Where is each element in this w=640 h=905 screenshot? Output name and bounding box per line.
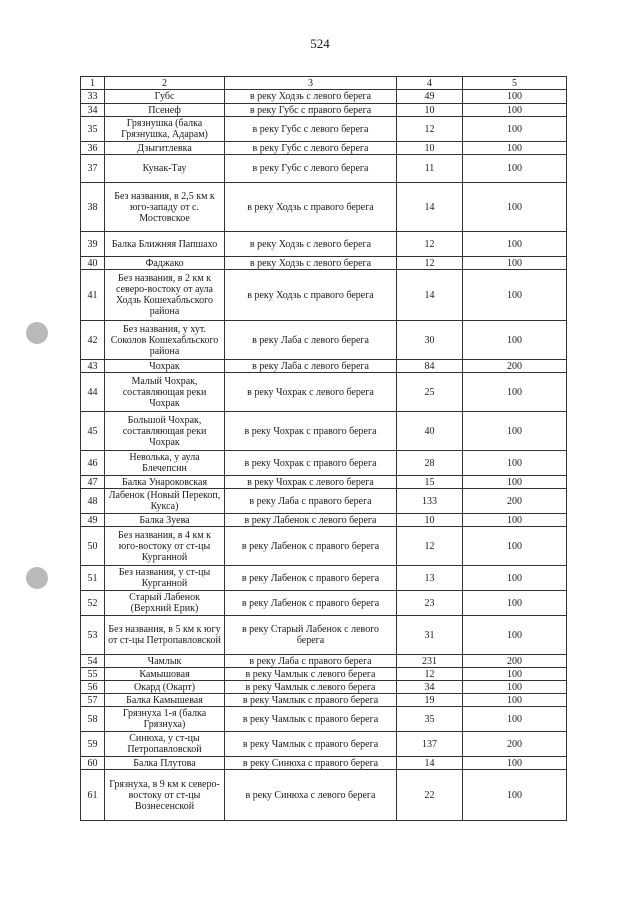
- cell-num: 56: [81, 681, 105, 694]
- cell-inflow: в реку Синюха с левого берега: [225, 770, 397, 821]
- cell-name: Без названия, у хут. Соколов Кошехабльского района: [105, 321, 225, 360]
- cell-zone: 100: [463, 90, 567, 104]
- cell-zone: 100: [463, 183, 567, 232]
- cell-name: Без названия, в 4 км к юго-востоку от ст-цы Курганной: [105, 527, 225, 566]
- header-col-2: 2: [105, 77, 225, 90]
- header-col-5: 5: [463, 77, 567, 90]
- cell-inflow: в реку Ходзь с левого берега: [225, 232, 397, 257]
- cell-name: Губс: [105, 90, 225, 104]
- cell-length: 12: [397, 257, 463, 270]
- table-row: [81, 104, 567, 117]
- cell-inflow: в реку Чохрак с правого берега: [225, 451, 397, 476]
- cell-zone: 200: [463, 655, 567, 668]
- table-row: [81, 527, 567, 566]
- table-row: [81, 591, 567, 616]
- table-row: [81, 257, 567, 270]
- cell-num: 53: [81, 616, 105, 655]
- cell-name: Малый Чохрак, составляющая реки Чохрак: [105, 373, 225, 412]
- cell-name: Балка Зуева: [105, 514, 225, 527]
- cell-num: 59: [81, 732, 105, 757]
- cell-length: 25: [397, 373, 463, 412]
- cell-inflow: в реку Губс с правого берега: [225, 104, 397, 117]
- table-row: [81, 142, 567, 155]
- table-header-row: [81, 77, 567, 90]
- cell-zone: 100: [463, 270, 567, 321]
- cell-name: Без названия, в 5 км к югу от ст-цы Петропавловской: [105, 616, 225, 655]
- cell-name: Балка Унароковская: [105, 476, 225, 489]
- cell-length: 22: [397, 770, 463, 821]
- table-row: [81, 770, 567, 821]
- cell-zone: 100: [463, 668, 567, 681]
- cell-name: Балка Ближняя Папшахо: [105, 232, 225, 257]
- table-row: [81, 476, 567, 489]
- cell-inflow: в реку Ходзь с левого берега: [225, 257, 397, 270]
- cell-length: 40: [397, 412, 463, 451]
- cell-num: 42: [81, 321, 105, 360]
- cell-inflow: в реку Чохрак с левого берега: [225, 476, 397, 489]
- cell-num: 35: [81, 117, 105, 142]
- cell-zone: 100: [463, 616, 567, 655]
- cell-length: 35: [397, 707, 463, 732]
- cell-inflow: в реку Лаба с правого берега: [225, 489, 397, 514]
- cell-name: Балка Камышевая: [105, 694, 225, 707]
- cell-num: 34: [81, 104, 105, 117]
- table-row: [81, 412, 567, 451]
- cell-name: Балка Плутова: [105, 757, 225, 770]
- cell-length: 12: [397, 117, 463, 142]
- cell-inflow: в реку Чохрак с левого берега: [225, 373, 397, 412]
- cell-length: 84: [397, 360, 463, 373]
- cell-inflow: в реку Лабенок с правого берега: [225, 566, 397, 591]
- table-row: [81, 373, 567, 412]
- cell-inflow: в реку Губс с левого берега: [225, 117, 397, 142]
- punch-hole-top: [26, 322, 48, 344]
- cell-num: 54: [81, 655, 105, 668]
- cell-zone: 100: [463, 257, 567, 270]
- cell-name: Дзыгитлевка: [105, 142, 225, 155]
- cell-zone: 100: [463, 451, 567, 476]
- cell-length: 14: [397, 757, 463, 770]
- cell-length: 15: [397, 476, 463, 489]
- cell-length: 10: [397, 104, 463, 117]
- cell-num: 49: [81, 514, 105, 527]
- cell-inflow: в реку Лаба с левого берега: [225, 321, 397, 360]
- cell-name: Большой Чохрак, составляющая реки Чохрак: [105, 412, 225, 451]
- cell-num: 33: [81, 90, 105, 104]
- cell-length: 14: [397, 183, 463, 232]
- table-row: [81, 694, 567, 707]
- cell-zone: 100: [463, 373, 567, 412]
- cell-inflow: в реку Ходзь с левого берега: [225, 90, 397, 104]
- cell-inflow: в реку Губс с левого берега: [225, 155, 397, 183]
- table-row: [81, 360, 567, 373]
- cell-length: 34: [397, 681, 463, 694]
- header-col-3: 3: [225, 77, 397, 90]
- cell-zone: 100: [463, 514, 567, 527]
- table-row: [81, 616, 567, 655]
- cell-zone: 100: [463, 104, 567, 117]
- cell-name: Чохрак: [105, 360, 225, 373]
- cell-name: Синюха, у ст-цы Петропавловской: [105, 732, 225, 757]
- header-col-1: 1: [81, 77, 105, 90]
- cell-length: 12: [397, 232, 463, 257]
- cell-zone: 200: [463, 732, 567, 757]
- cell-name: Камышовая: [105, 668, 225, 681]
- table-row: [81, 707, 567, 732]
- cell-num: 55: [81, 668, 105, 681]
- rivers-table: [80, 76, 567, 821]
- cell-length: 137: [397, 732, 463, 757]
- cell-num: 41: [81, 270, 105, 321]
- cell-zone: 200: [463, 489, 567, 514]
- cell-inflow: в реку Губс с левого берега: [225, 142, 397, 155]
- cell-name: Грязнуха 1-я (балка Грязнуха): [105, 707, 225, 732]
- cell-num: 43: [81, 360, 105, 373]
- cell-inflow: в реку Ходзь с правого берега: [225, 270, 397, 321]
- cell-name: Кунак-Тау: [105, 155, 225, 183]
- cell-name: Без названия, в 2 км к северо-востоку от аула Ходзь Кошехабльского района: [105, 270, 225, 321]
- cell-inflow: в реку Чамлык с правого берега: [225, 694, 397, 707]
- table-row: [81, 90, 567, 104]
- cell-inflow: в реку Лабенок с правого берега: [225, 591, 397, 616]
- cell-zone: 100: [463, 117, 567, 142]
- table-row: [81, 183, 567, 232]
- cell-length: 19: [397, 694, 463, 707]
- cell-num: 47: [81, 476, 105, 489]
- cell-inflow: в реку Чохрак с правого берега: [225, 412, 397, 451]
- cell-name: Псенеф: [105, 104, 225, 117]
- cell-length: 231: [397, 655, 463, 668]
- cell-num: 50: [81, 527, 105, 566]
- cell-inflow: в реку Лаба с правого берега: [225, 655, 397, 668]
- cell-length: 28: [397, 451, 463, 476]
- cell-name: Неволька, у аула Блечепсин: [105, 451, 225, 476]
- table-row: [81, 155, 567, 183]
- cell-zone: 100: [463, 476, 567, 489]
- table-row: [81, 232, 567, 257]
- cell-num: 40: [81, 257, 105, 270]
- cell-length: 10: [397, 142, 463, 155]
- cell-zone: 100: [463, 155, 567, 183]
- cell-name: Лабенок (Новый Перекоп, Кукса): [105, 489, 225, 514]
- cell-zone: 100: [463, 694, 567, 707]
- cell-name: Без названия, в 2,5 км к юго-западу от с. Мостовское: [105, 183, 225, 232]
- cell-zone: 100: [463, 142, 567, 155]
- cell-num: 52: [81, 591, 105, 616]
- cell-zone: 100: [463, 707, 567, 732]
- cell-name: Грязнуха, в 9 км к северо-востоку от ст-цы Вознесенской: [105, 770, 225, 821]
- cell-inflow: в реку Лаба с левого берега: [225, 360, 397, 373]
- cell-num: 44: [81, 373, 105, 412]
- cell-length: 13: [397, 566, 463, 591]
- cell-zone: 100: [463, 232, 567, 257]
- cell-length: 23: [397, 591, 463, 616]
- cell-num: 57: [81, 694, 105, 707]
- cell-length: 11: [397, 155, 463, 183]
- cell-name: Без названия, у ст-цы Курганной: [105, 566, 225, 591]
- cell-zone: 100: [463, 566, 567, 591]
- cell-inflow: в реку Чамлык с правого берега: [225, 707, 397, 732]
- table-row: [81, 321, 567, 360]
- cell-length: 14: [397, 270, 463, 321]
- cell-zone: 100: [463, 412, 567, 451]
- cell-num: 48: [81, 489, 105, 514]
- table-row: [81, 566, 567, 591]
- table-row: [81, 451, 567, 476]
- cell-name: Старый Лабенок (Верхний Ерик): [105, 591, 225, 616]
- table-row: [81, 668, 567, 681]
- cell-zone: 100: [463, 757, 567, 770]
- cell-inflow: в реку Чамлык с левого берега: [225, 668, 397, 681]
- table-row: [81, 117, 567, 142]
- cell-zone: 100: [463, 591, 567, 616]
- cell-inflow: в реку Синюха с правого берега: [225, 757, 397, 770]
- cell-zone: 200: [463, 360, 567, 373]
- cell-inflow: в реку Чамлык с правого берега: [225, 732, 397, 757]
- cell-inflow: в реку Лабенок с левого берега: [225, 514, 397, 527]
- table-row: [81, 757, 567, 770]
- header-col-4: 4: [397, 77, 463, 90]
- cell-zone: 100: [463, 321, 567, 360]
- cell-length: 31: [397, 616, 463, 655]
- cell-num: 58: [81, 707, 105, 732]
- table-row: [81, 655, 567, 668]
- cell-num: 38: [81, 183, 105, 232]
- cell-zone: 100: [463, 770, 567, 821]
- cell-num: 39: [81, 232, 105, 257]
- table-row: [81, 489, 567, 514]
- cell-num: 61: [81, 770, 105, 821]
- table-row: [81, 270, 567, 321]
- cell-length: 133: [397, 489, 463, 514]
- cell-length: 12: [397, 527, 463, 566]
- cell-num: 51: [81, 566, 105, 591]
- table-row: [81, 681, 567, 694]
- punch-hole-bottom: [26, 567, 48, 589]
- cell-name: Фаджако: [105, 257, 225, 270]
- page-number: 524: [310, 36, 330, 51]
- cell-num: 37: [81, 155, 105, 183]
- cell-num: 60: [81, 757, 105, 770]
- cell-inflow: в реку Ходзь с правого берега: [225, 183, 397, 232]
- cell-inflow: в реку Лабенок с правого берега: [225, 527, 397, 566]
- cell-length: 30: [397, 321, 463, 360]
- cell-num: 46: [81, 451, 105, 476]
- cell-name: Грязнушка (балка Грязнушка, Адарам): [105, 117, 225, 142]
- table-row: [81, 514, 567, 527]
- cell-length: 10: [397, 514, 463, 527]
- table-row: [81, 732, 567, 757]
- cell-zone: 100: [463, 681, 567, 694]
- cell-inflow: в реку Чамлык с левого берега: [225, 681, 397, 694]
- cell-num: 45: [81, 412, 105, 451]
- cell-name: Чамлык: [105, 655, 225, 668]
- cell-name: Окард (Окарт): [105, 681, 225, 694]
- cell-zone: 100: [463, 527, 567, 566]
- cell-inflow: в реку Старый Лабенок с левого берега: [225, 616, 397, 655]
- cell-length: 12: [397, 668, 463, 681]
- cell-num: 36: [81, 142, 105, 155]
- cell-length: 49: [397, 90, 463, 104]
